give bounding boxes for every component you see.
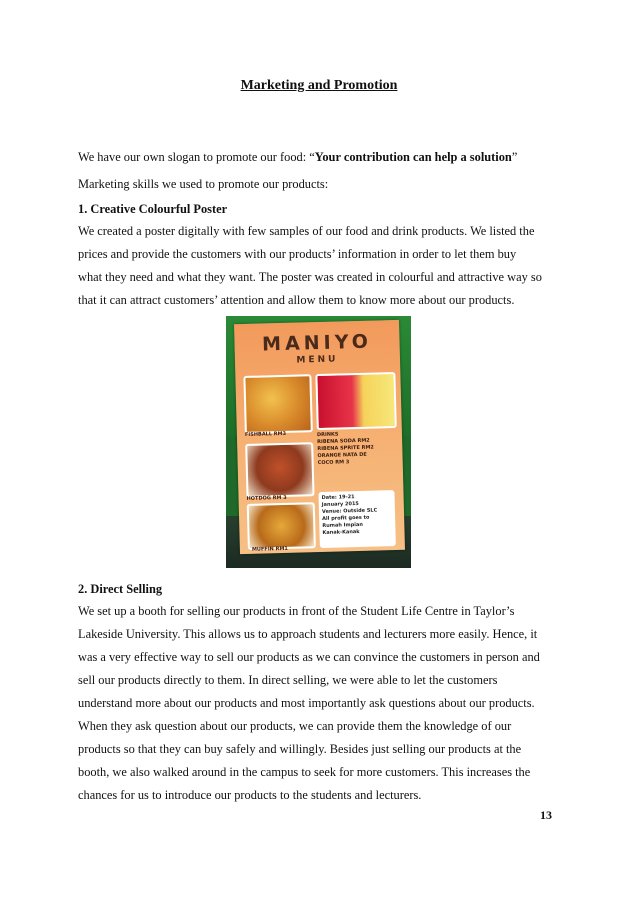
section2-line: understand more about our products and most importantly ask questions about our products. — [78, 696, 535, 710]
drink-item: RIBENA SPRITE RM2 — [317, 444, 374, 453]
slogan-paragraph — [78, 150, 568, 165]
slogan-suffix: ” — [511, 150, 518, 164]
intro-text: Marketing skills we used to promote our products: — [78, 177, 329, 191]
section2-line: sell our products directly to them. In direct selling, we were able to let the customers — [78, 673, 498, 687]
drinks-list — [317, 430, 394, 488]
section2-heading: 2. Direct Selling — [78, 582, 163, 596]
section2-line: We set up a booth for selling our products in front of the Student Life Centre in Taylor’s — [78, 604, 515, 618]
section2-line: booth, we also walked around in the campus to seek for more customers. This increases the — [78, 765, 531, 779]
fishball-caption: FISHBALL RM3 — [244, 430, 287, 438]
info-line: Rumah Impian — [322, 521, 363, 529]
drink-item: ORANGE NATA DE — [317, 451, 367, 460]
muffin-caption: MUFFIN RM1 — [251, 545, 288, 553]
section1-heading: 1. Creative Colourful Poster — [78, 202, 228, 216]
section1-line: that it can attract customers’ attention and allow them to know more about our products. — [78, 293, 515, 307]
section1-line: We created a poster digitally with few samples of our food and drink products. We listed the — [78, 224, 535, 238]
section2-line: products so that they can buy safely and willingly. Besides just selling our products at the — [78, 742, 522, 756]
section2-line: When they ask question about our products, we can provide them the knowledge of our — [78, 719, 512, 733]
section1-line: prices and provide the customers with our products’ information in order to let them buy — [78, 247, 517, 261]
section2-line: Lakeside University. This allows us to approach students and lecturers more easily. Hence, it — [78, 627, 538, 641]
hotdog-image — [245, 442, 314, 498]
fishball-image — [243, 374, 312, 434]
section2-line: chances for us to introduce our products to the students and lecturers. — [78, 788, 422, 802]
drink-item: RIBENA SODA RM2 — [317, 437, 370, 446]
drinks-image — [315, 372, 396, 430]
menu-poster — [234, 320, 405, 554]
page-number: 13 — [540, 808, 552, 822]
menu-poster-photo — [226, 316, 411, 568]
section2-line: was a very effective way to sell our products as we can convince the customers in person and — [78, 650, 540, 664]
info-line: January 2015 — [321, 500, 359, 508]
menu-subtitle: MENU — [296, 354, 339, 366]
menu-title: MANIYO — [261, 330, 373, 356]
info-line: Venue: Outside SLC — [321, 507, 378, 515]
info-line: Date: 19-21 — [321, 494, 355, 501]
info-line: All profit goes to — [322, 514, 370, 522]
drinks-heading: DRINKS — [316, 431, 339, 439]
drink-item: COCO RM 3 — [317, 459, 350, 467]
info-line: Kanak-Kanak — [322, 528, 360, 536]
page-title: Marketing and Promotion — [240, 78, 398, 93]
hotdog-caption: HOTDOG RM 3 — [246, 494, 287, 502]
muffin-image — [247, 502, 316, 550]
event-info-box — [318, 490, 395, 548]
slogan-text: Your contribution can help a solution — [314, 150, 512, 164]
slogan-prefix: We have our own slogan to promote our food: “ — [78, 150, 315, 164]
section1-line: what they need and what they want. The poster was created in colourful and attractive way so — [78, 270, 542, 284]
